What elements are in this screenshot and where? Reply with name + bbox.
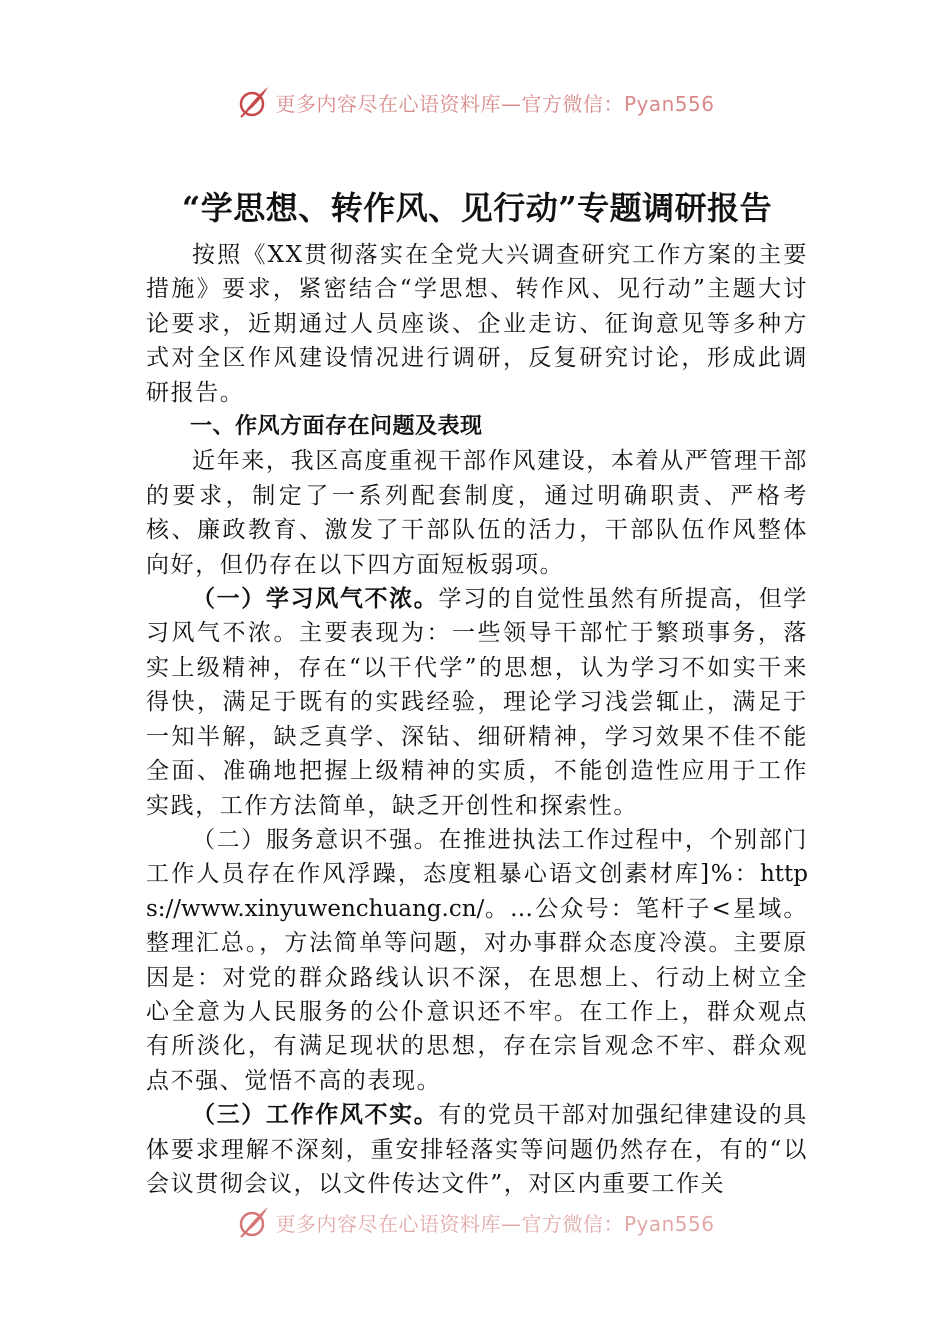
- section1-intro-paragraph: 近年来，我区高度重视干部作风建设，本着从严管理干部的要求，制定了一系列配套制度，通过明确职责、严格考核、廉政教育、激发了干部队伍的活力，干部队伍作风整体向好，但仍存在以下四方面短板弱项。: [146, 448, 808, 578]
- item1-lead: （一）学习风气不浓。: [192, 585, 439, 613]
- item3-body: 有的党员干部对加强纪律建设的具体要求理解不深刻，重安排轻落实等问题仍然存在，有的“以会议贯彻会议，以文件传达文件”，对区内重要工作关: [146, 1102, 809, 1197]
- watermark-text: 更多内容尽在心语资料库—官方微信：Pyan556: [275, 91, 715, 116]
- quill-logo-icon: [235, 84, 271, 120]
- item3-lead: （三）工作作风不实。: [192, 1101, 439, 1129]
- quill-logo-icon: [235, 1204, 271, 1240]
- item2-url: https://www.xinyuwenchuang.cn/: [146, 861, 808, 922]
- section-heading-1: 一、作风方面存在问题及表现: [190, 414, 483, 440]
- document-title: “学思想、转作风、见行动”专题调研报告: [181, 189, 773, 227]
- document-body: [146, 186, 808, 1201]
- item3-paragraph: [146, 1098, 808, 1201]
- item1-body: 学习的自觉性虽然有所提高，但学习风气不浓。主要表现为：一些领导干部忙于繁琐事务，落实上级精神，存在“以干代学”的思想，认为学习不如实干来得快，满足于既有的实践经验，理论学习浅尝辄止，满足于一知半解，缺乏真学、深钻、细研精神，学习效果不佳不能全面、准确地把握上级精神的实质，不能创造性应用于工作实践，工作方法简单，缺乏开创性和探索性。: [146, 586, 809, 819]
- item2-paragraph: [146, 823, 808, 1098]
- watermark-footer: [0, 1202, 950, 1242]
- item2-text-part1: （二）服务意识不强。在推进执法工作过程中，个别部门工作人员存在作风浮躁，态度粗暴心语文创素材库]%：: [146, 826, 808, 888]
- watermark-header: [0, 82, 950, 122]
- watermark-text: 更多内容尽在心语资料库—官方微信：Pyan556: [275, 1211, 715, 1236]
- item2-text-part2: 。…公众号：笔杆子<星域。整理汇总。，方法简单等问题，对办事群众态度冷漠。主要原因是：对党的群众路线认识不深，在思想上、行动上树立全心全意为人民服务的公仆意识还不牢。在工作上，群众观点有所淡化，有满足现状的思想，存在宗旨观念不牢、群众观点不强、觉悟不高的表现。: [146, 895, 808, 1094]
- item1-paragraph: [146, 582, 808, 823]
- intro-paragraph: 按照《XX贯彻落实在全党大兴调查研究工作方案的主要措施》要求，紧密结合“学思想、转作风、见行动”主题大讨论要求，近期通过人员座谈、企业走访、征询意见等多种方式对全区作风建设情况进行调研，反复研究讨论，形成此调研报告。: [146, 242, 808, 406]
